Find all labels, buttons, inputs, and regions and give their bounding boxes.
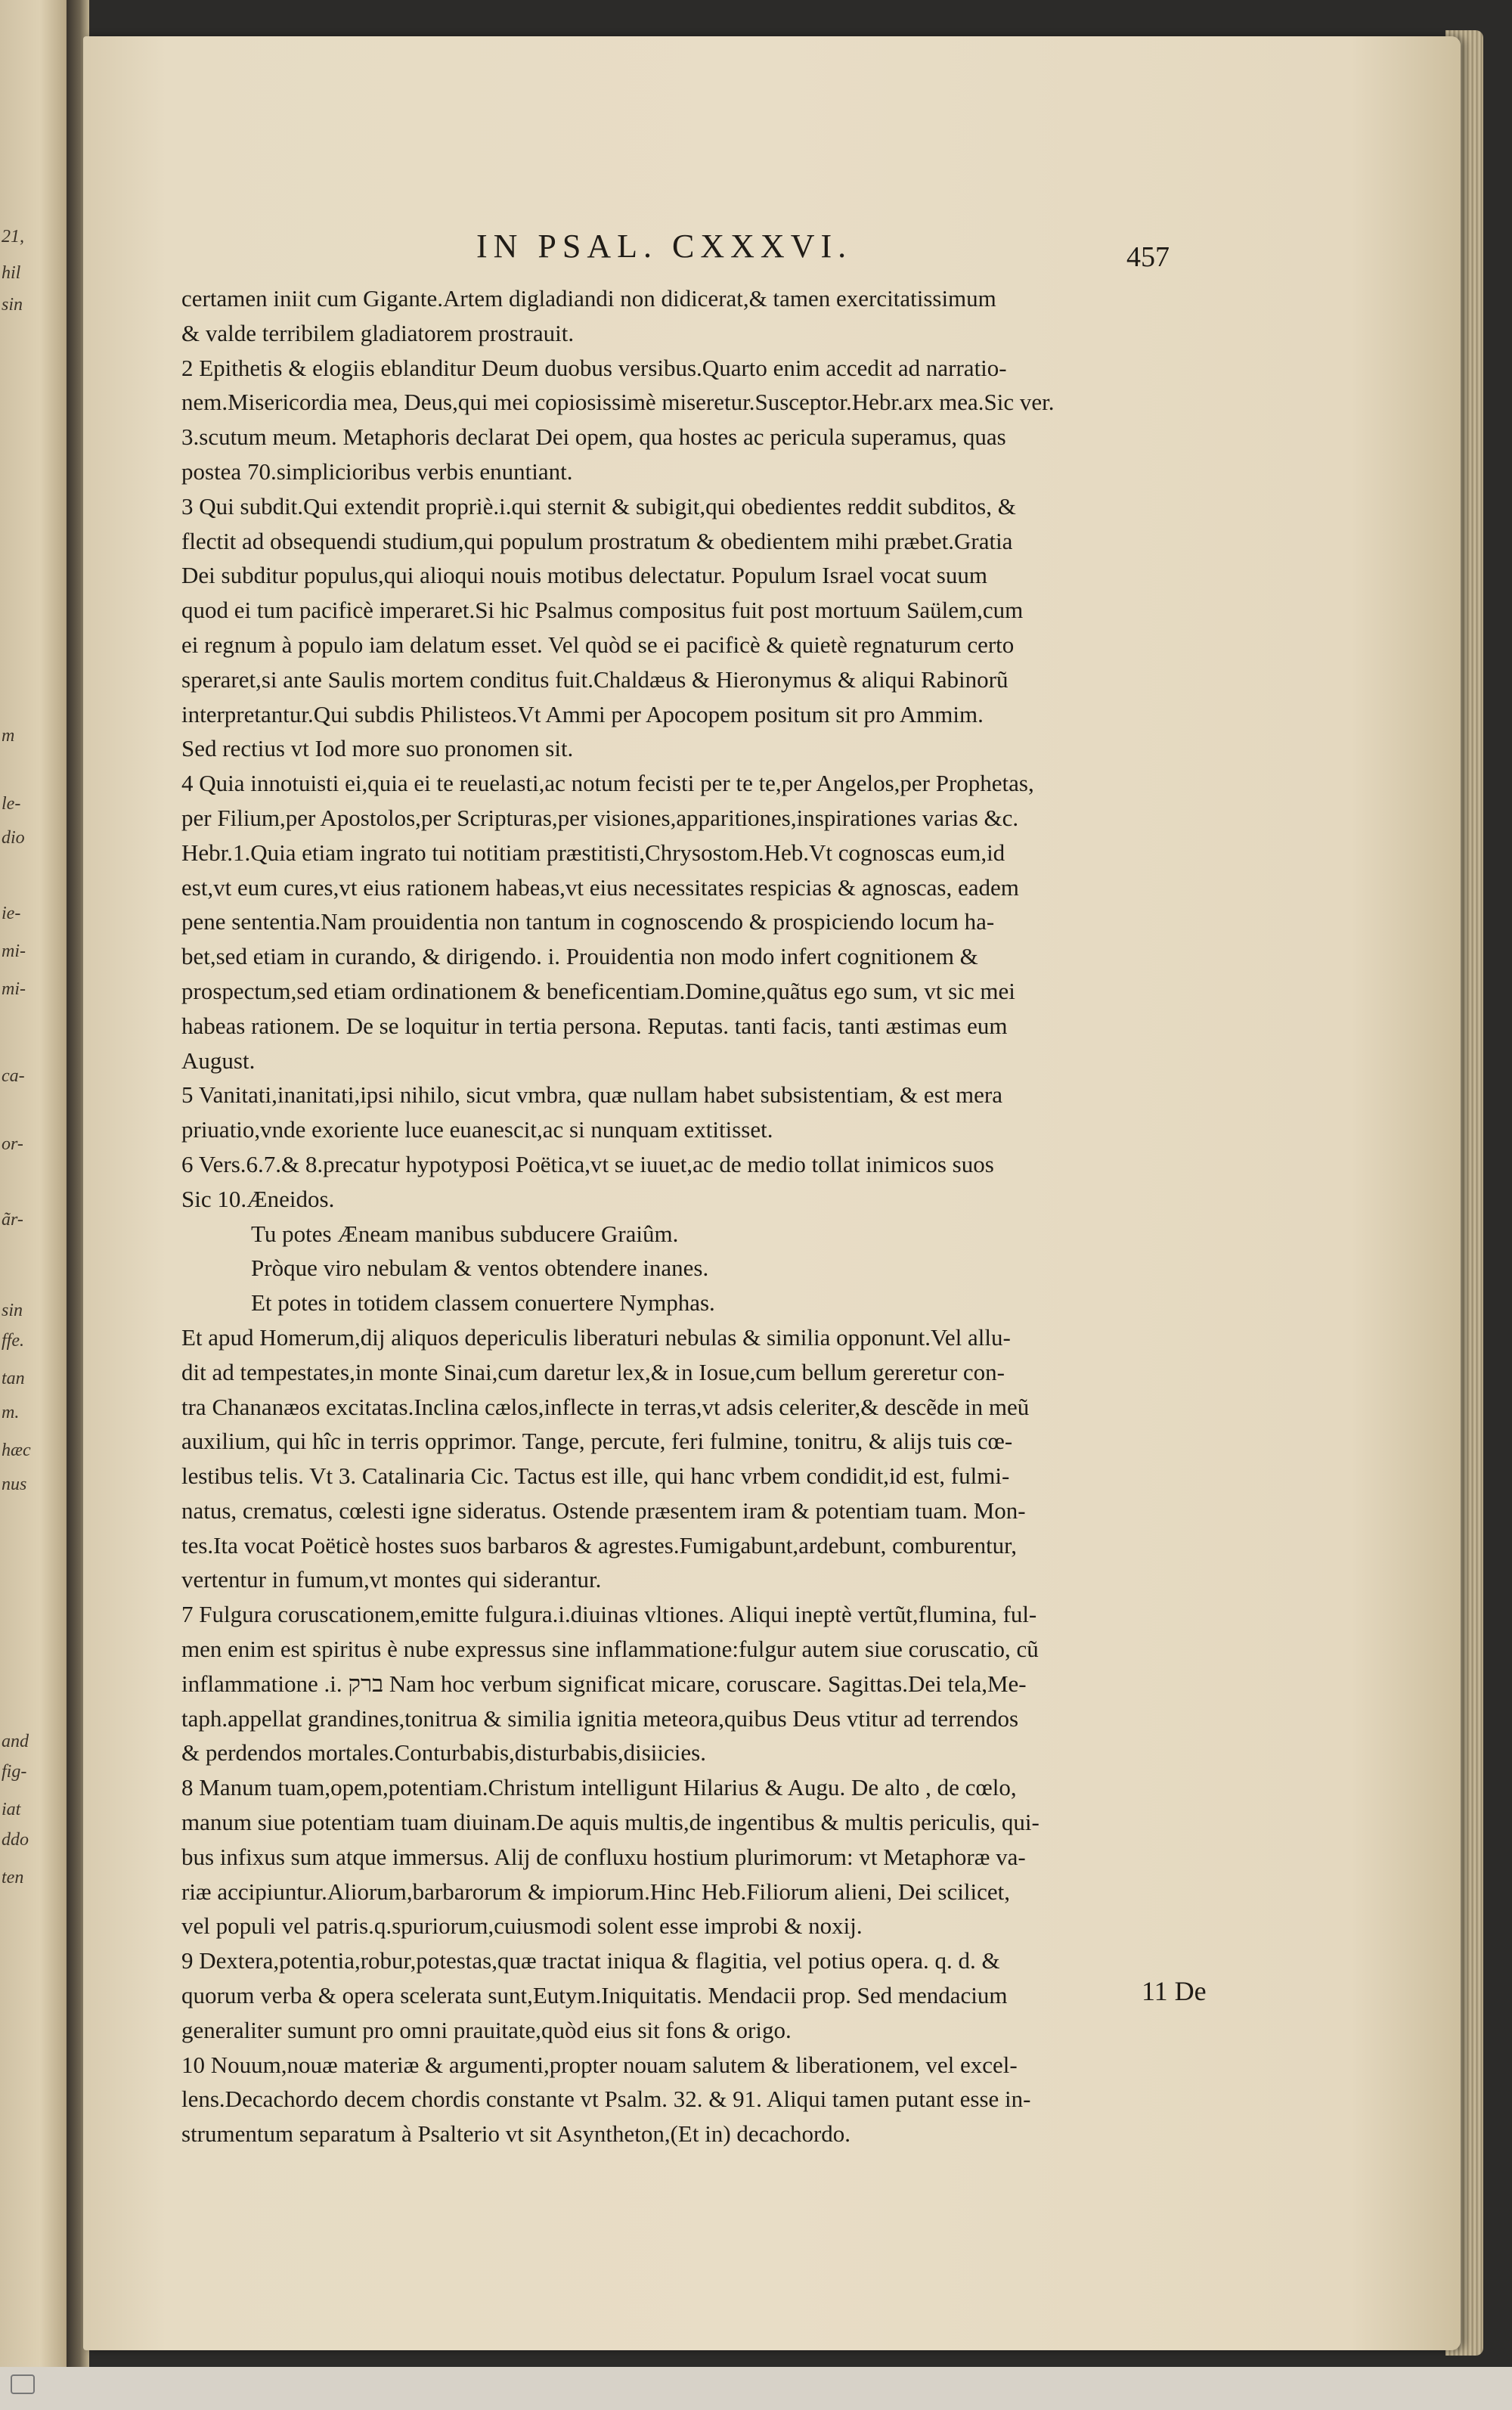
text-line: tes.Ita vocat Poëticè hostes suos barbaros & agrestes.Fumigabunt,ardebunt, comburentur, [181, 1531, 1018, 1559]
left-leaf-fragment: le- [2, 794, 21, 814]
text-line: natus, crematus, cœlesti igne sideratus. Ostende præsentem iram & potentiam tuam. Mon- [181, 1497, 1026, 1524]
left-leaf-fragment: sin [2, 1301, 23, 1320]
text-line: August. [181, 1047, 256, 1074]
left-leaf-fragment: ffe. [2, 1331, 24, 1351]
text-line: lestibus telis. Vt 3. Catalinaria Cic. Tactus est ille, qui hanc vrbem condidit,id est, fulmi- [181, 1462, 1010, 1490]
text-line: pene sententia.Nam prouidentia non tantum in cognoscendo & prospiciendo locum ha- [181, 908, 995, 935]
left-leaf-fragment: 21, [2, 227, 24, 247]
text-line: quorum verba & opera scelerata sunt,Eutym.Iniquitatis. Mendacii prop. Sed mendacium [181, 1982, 1008, 2009]
text-line: inflammatione .i. ברק Nam hoc verbum significat micare, coruscare. Sagittas.Dei tela,Me- [181, 1670, 1027, 1697]
text-line: nem.Misericordia mea, Deus,qui mei copiosissimè miseretur.Susceptor.Hebr.arx mea.Sic ver. [181, 389, 1055, 416]
left-leaf-fragment: m [2, 726, 15, 746]
text-line: est,vt eum cures,vt eius rationem habeas,vt eius necessitates respicias & agnoscas, eadem [181, 873, 1019, 901]
left-page-edge [0, 0, 73, 2367]
text-line: prospectum,sed etiam ordinationem & beneficentiam.Domine,quãtus ego sum, vt sic mei [181, 977, 1015, 1004]
text-line: generaliter sumunt pro omni prauitate,quòd eius sit fons & origo. [181, 2016, 792, 2043]
text-line: 6 Vers.6.7.& 8.precatur hypotyposi Poëtica,vt se iuuet,ac de medio tollat inimicos suos [181, 1150, 994, 1177]
left-leaf-fragment: tan [2, 1369, 25, 1388]
text-line: auxilium, qui hîc in terris opprimor. Tange, percute, feri fulmine, tonitru, & alijs tuis cœ- [181, 1428, 1013, 1455]
text-line: Pròque viro nebulam & ventos obtendere inanes. [251, 1255, 709, 1282]
catchword: 11 De [1142, 1976, 1207, 2006]
left-leaf-fragment: hæc [2, 1441, 31, 1460]
text-line: Sic 10.Æneidos. [181, 1185, 335, 1212]
text-line: interpretantur.Qui subdis Philisteos.Vt Ammi per Apocopem positum sit pro Ammim. [181, 700, 984, 727]
text-line: Et potes in totidem classem conuertere Nymphas. [251, 1289, 715, 1317]
text-line: priuatio,vnde exoriente luce euanescit,ac si nunquam extitisset. [181, 1116, 773, 1143]
left-leaf-fragment: fig- [2, 1762, 27, 1782]
left-leaf-fragment: m. [2, 1403, 20, 1422]
text-line: men enim est spiritus è nube expressus sine inflammatione:fulgur autem siue coruscatio, cũ [181, 1636, 1039, 1663]
text-line: 7 Fulgura coruscationem,emitte fulgura.i.diuinas vltiones. Aliqui ineptè vertũt,flumina, ful- [181, 1601, 1037, 1628]
text-line: Dei subditur populus,qui alioqui nouis motibus delectatur. Populum Israel vocat suum [181, 562, 987, 589]
text-line: 4 Quia innotuisti ei,quia ei te reuelasti,ac notum fecisti per te te,per Angelos,per Prophetas, [181, 770, 1034, 797]
text-line: ei regnum à populo iam delatum esset. Vel quòd se ei pacificè & quietè regnaturum certo [181, 631, 1015, 658]
text-line: habeas rationem. De se loquitur in tertia persona. Reputas. tanti facis, tanti æstimas eum [181, 1012, 1008, 1039]
text-line: 10 Nouum,nouæ materiæ & argumenti,propter nouam salutem & liberationem, vel excel- [181, 2051, 1018, 2078]
text-line: postea 70.simplicioribus verbis enuntiant. [181, 457, 573, 485]
text-line: & valde terribilem gladiatorem prostrauit. [181, 319, 575, 346]
text-line: Et apud Homerum,dij aliquos depericulis liberaturi nebulas & similia opponunt.Vel allu- [181, 1323, 1011, 1351]
text-line: 9 Dextera,potentia,robur,potestas,quæ tractat iniqua & flagitia, vel potius opera. q. d. & [181, 1947, 1000, 1974]
text-line: flectit ad obsequendi studium,qui populum prostratum & obedientem mihi præbet.Gratia [181, 527, 1013, 554]
left-leaf-fragment: ten [2, 1868, 24, 1887]
left-leaf-fragment: iat [2, 1800, 21, 1819]
library-logo-icon [8, 2374, 38, 2405]
text-line: per Filium,per Apostolos,per Scripturas,per visiones,apparitiones,inspirationes varias &c. [181, 804, 1019, 831]
text-line: strumentum separatum à Psalterio vt sit Asyntheton,(Et in) decachordo. [181, 2120, 851, 2148]
running-head: IN PSAL. CXXXVI. [476, 228, 853, 265]
left-leaf-fragment: hil [2, 263, 21, 283]
text-line: riæ accipiuntur.Aliorum,barbarorum & impiorum.Hinc Heb.Filiorum alieni, Dei scilicet, [181, 1878, 1010, 1905]
left-leaf-fragment: ddo [2, 1830, 29, 1850]
text-line: manum siue potentiam tuam diuinam.De aquis multis,de ingentibus & multis periculis, qui- [181, 1809, 1040, 1836]
text-line: & perdendos mortales.Conturbabis,disturbabis,disiicies. [181, 1739, 706, 1766]
left-leaf-fragment: or- [2, 1134, 23, 1154]
left-leaf-fragment: nus [2, 1475, 27, 1494]
left-leaf-fragment: and [2, 1732, 29, 1751]
text-line: 3.scutum meum. Metaphoris declarat Dei opem, qua hostes ac pericula superamus, quas [181, 423, 1006, 451]
text-line: vertentur in fumum,vt montes qui siderantur. [181, 1566, 602, 1593]
viewer-footer [0, 2367, 1512, 2410]
left-leaf-fragment: ãr- [2, 1210, 23, 1230]
text-line: Tu potes Æneam manibus subducere Graiûm. [251, 1220, 679, 1247]
left-leaf-fragment: ca- [2, 1066, 25, 1086]
left-leaf-fragment: mi- [2, 979, 26, 999]
left-leaf-fragment: mi- [2, 941, 26, 961]
text-line: lens.Decachordo decem chordis constante vt Psalm. 32. & 91. Aliqui tamen putant esse in- [181, 2086, 1031, 2113]
text-line: vel populi vel patris.q.spuriorum,cuiusmodi solent esse improbi & noxij. [181, 1912, 863, 1940]
text-line: Hebr.1.Quia etiam ingrato tui notitiam præstitisti,Chrysostom.Heb.Vt cognoscas eum,id [181, 839, 1005, 866]
page-number: 457 [1126, 241, 1170, 273]
page-body-text [181, 281, 1232, 2151]
text-line: dit ad tempestates,in monte Sinai,cum daretur lex,& in Iosue,cum bellum gereretur con- [181, 1358, 1005, 1385]
text-line: tra Chananæos excitatas.Inclina cælos,inflecte in terras,vt adsis celeriter,& descẽde in meũ [181, 1393, 1030, 1420]
text-line: 8 Manum tuam,opem,potentiam.Christum intelligunt Hilarius & Augu. De alto , de cœlo, [181, 1774, 1017, 1801]
text-line: 5 Vanitati,inanitati,ipsi nihilo, sicut vmbra, quæ nullam habet subsistentiam, & est mera [181, 1081, 1002, 1109]
text-line: taph.appellat grandines,tonitrua & similia ignitia meteora,quibus Deus vtitur ad terrendos [181, 1704, 1019, 1732]
text-line: bet,sed etiam in curando, & dirigendo. i. Prouidentia non modo infert cognitionem & [181, 943, 978, 970]
text-line: 3 Qui subdit.Qui extendit propriè.i.qui sternit & subigit,qui obedientes reddit subditos, & [181, 492, 1016, 520]
text-line: certamen iniit cum Gigante.Artem digladiandi non didicerat,& tamen exercitatissimum [181, 285, 996, 312]
text-line: speraret,si ante Saulis mortem conditus fuit.Chaldæus & Hieronymus & aliqui Rabinorũ [181, 665, 1009, 693]
text-line: quod ei tum pacificè imperaret.Si hic Psalmus compositus fuit post mortuum Saülem,cum [181, 597, 1024, 624]
text-line: bus infixus sum atque immersus. Alij de confluxu hostium plurimorum: vt Metaphoræ va- [181, 1843, 1026, 1870]
left-leaf-fragment: ie- [2, 904, 21, 923]
left-leaf-fragment: dio [2, 828, 25, 848]
text-line: Sed rectius vt Iod more suo pronomen sit. [181, 735, 574, 762]
text-line: 2 Epithetis & elogiis eblanditur Deum duobus versibus.Quarto enim accedit ad narratio- [181, 354, 1007, 381]
left-leaf-fragment: sin [2, 295, 23, 315]
